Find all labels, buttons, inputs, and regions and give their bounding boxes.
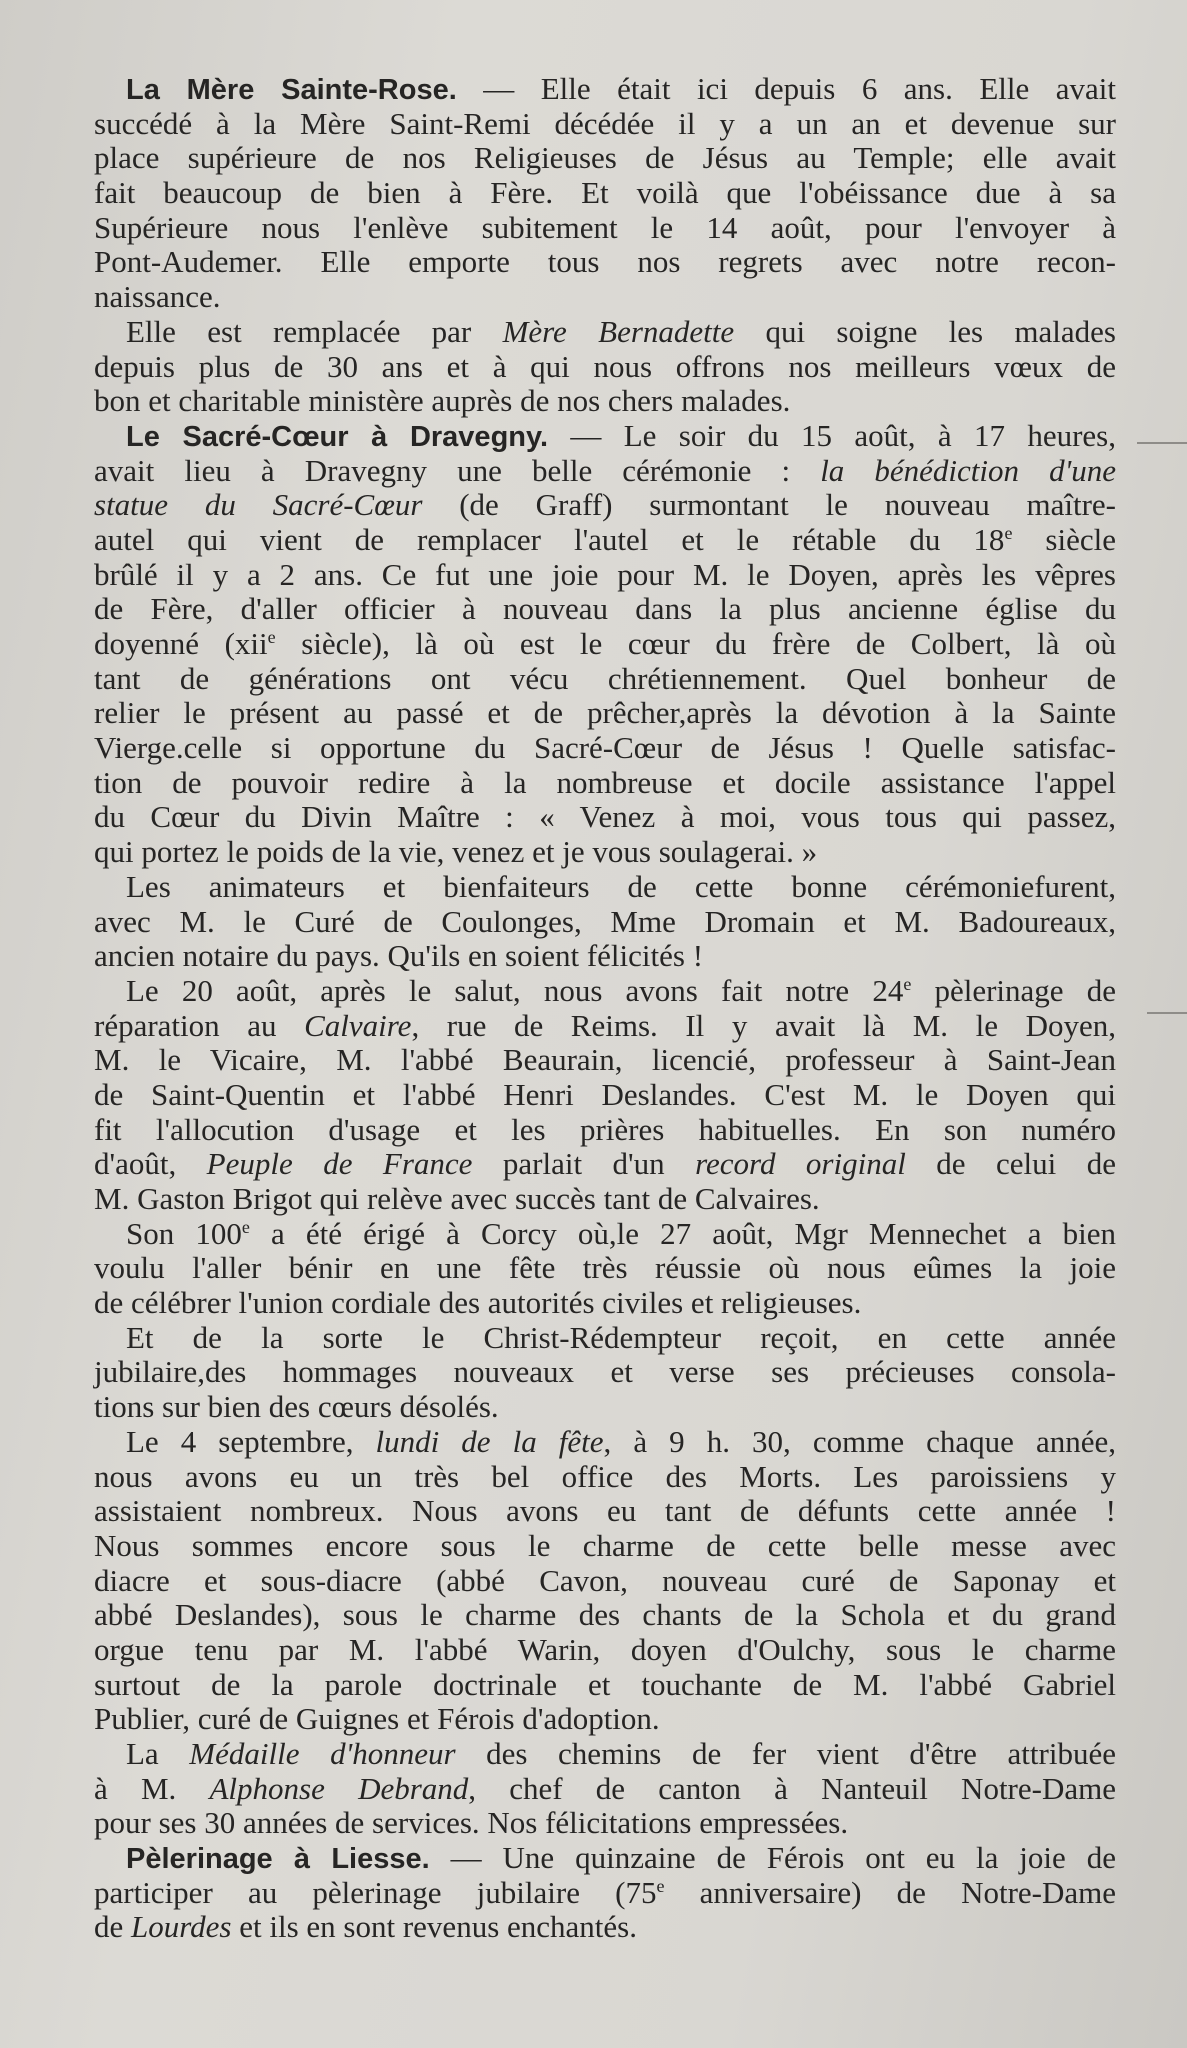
section-heading: Pèlerinage à Liesse. bbox=[126, 1843, 430, 1876]
text-segment: Les animateurs et bienfaiteurs de cette bonne cérémoniefurent, bbox=[126, 868, 1116, 904]
text-line bbox=[94, 731, 1116, 766]
superscript: e bbox=[241, 1216, 250, 1237]
text-segment: pèlerinage de bbox=[911, 972, 1116, 1008]
text-segment: siècle bbox=[1012, 521, 1116, 557]
text-line bbox=[94, 1841, 1116, 1876]
page-edge-mark bbox=[1137, 442, 1187, 444]
section-heading: La Mère Sainte-Rose. bbox=[126, 74, 457, 106]
text-line bbox=[94, 1910, 1116, 1945]
text-segment: participer au pèlerinage jubilaire (75 bbox=[94, 1874, 657, 1910]
text-segment: de bbox=[94, 1909, 132, 1945]
text-segment: avait lieu à Dravegny une belle cérémonie : bbox=[94, 452, 821, 488]
text-segment: anniversaire) de Notre-Dame bbox=[664, 1874, 1116, 1910]
text-segment: Le 20 août, après le salut, nous avons fait notre 24 bbox=[126, 972, 904, 1008]
text-line bbox=[94, 211, 1116, 246]
text-line bbox=[94, 1806, 1116, 1841]
text-segment: (de Graff) surmontant le nouveau maître- bbox=[422, 487, 1117, 523]
text-line bbox=[94, 766, 1116, 801]
text-line bbox=[94, 1009, 1116, 1044]
text-segment: bon et charitable ministère auprès de nos chers malades. bbox=[94, 383, 791, 419]
text-line bbox=[94, 696, 1116, 731]
text-line bbox=[94, 905, 1116, 940]
text-segment: tions sur bien des cœurs désolés. bbox=[94, 1389, 499, 1425]
text-segment: à M. bbox=[94, 1770, 210, 1806]
text-segment: a été érigé à Corcy où,le 27 août, Mgr Mennechet a bien bbox=[249, 1215, 1116, 1251]
page-edge-mark bbox=[1147, 1012, 1187, 1014]
text-line bbox=[94, 1529, 1116, 1564]
text-line bbox=[94, 1321, 1116, 1356]
text-segment: Elle est remplacée par bbox=[126, 313, 503, 349]
text-segment: Pont-Audemer. Elle emporte tous nos regrets avec notre recon- bbox=[94, 244, 1116, 280]
paragraph bbox=[94, 1425, 1116, 1737]
text-line bbox=[94, 1668, 1116, 1703]
text-line bbox=[94, 1425, 1116, 1460]
text-line bbox=[94, 662, 1116, 697]
text-segment: de Saint-Quentin et l'abbé Henri Deslandes. C'est M. le Doyen qui bbox=[94, 1076, 1116, 1112]
text-line bbox=[94, 176, 1116, 211]
text-line bbox=[94, 245, 1116, 280]
text-line bbox=[94, 141, 1116, 176]
text-segment: de Fère, d'aller officier à nouveau dans la plus ancienne église du bbox=[94, 591, 1116, 627]
superscript: e bbox=[267, 627, 276, 647]
text-line bbox=[94, 1633, 1116, 1668]
paragraph bbox=[94, 1737, 1116, 1841]
text-segment: M. le Vicaire, M. l'abbé Beaurain, licencié, professeur à Saint-Jean bbox=[94, 1042, 1116, 1078]
text-line bbox=[94, 974, 1116, 1009]
italic-text: record original bbox=[695, 1146, 906, 1182]
text-segment: autel qui vient de remplacer l'autel et le rétable du 18 bbox=[94, 521, 1005, 557]
text-segment: Son 100 bbox=[126, 1215, 242, 1251]
text-line bbox=[94, 1494, 1116, 1529]
text-segment: d'août, bbox=[94, 1146, 207, 1182]
text-line bbox=[94, 592, 1116, 627]
text-line bbox=[94, 419, 1116, 454]
italic-text: lundi de la fête bbox=[375, 1423, 604, 1459]
text-segment: qui soigne les malades bbox=[734, 313, 1116, 349]
text-segment: doyenné (xii bbox=[94, 626, 268, 661]
text-segment: Supérieure nous l'enlève subitement le 14 août, pour l'envoyer à bbox=[94, 209, 1116, 245]
paragraph bbox=[94, 1841, 1116, 1945]
superscript: e bbox=[1004, 522, 1013, 543]
text-line bbox=[94, 280, 1116, 315]
text-segment: orgue tenu par M. l'abbé Warin, doyen d'Oulchy, sous le charme bbox=[94, 1631, 1116, 1667]
text-line bbox=[94, 350, 1116, 385]
text-line bbox=[94, 315, 1116, 350]
text-line bbox=[94, 488, 1116, 523]
text-line bbox=[94, 384, 1116, 419]
text-line bbox=[94, 1147, 1116, 1182]
paragraph bbox=[94, 72, 1116, 315]
text-segment: nous avons eu un très bel office des Morts. Les paroissiens y bbox=[94, 1458, 1116, 1494]
text-segment: pour ses 30 années de services. Nos félicitations empressées. bbox=[94, 1805, 849, 1841]
text-segment: parlait d'un bbox=[472, 1146, 696, 1182]
text-segment: tion de pouvoir redire à la nombreuse et docile assistance l'appel bbox=[94, 764, 1116, 800]
text-line bbox=[94, 107, 1116, 142]
text-segment: de célébrer l'union cordiale des autorités civiles et religieuses. bbox=[94, 1285, 862, 1321]
paragraph bbox=[94, 1321, 1116, 1425]
paragraph bbox=[94, 1217, 1116, 1321]
text-segment: , à 9 h. 30, comme chaque année, bbox=[603, 1423, 1116, 1459]
text-segment: du Cœur du Divin Maître : « Venez à moi, vous tous qui passez, bbox=[94, 799, 1116, 835]
superscript: e bbox=[656, 1875, 665, 1896]
text-segment: — Une quinzaine de Férois ont eu la joie de bbox=[429, 1840, 1116, 1876]
text-segment: surtout de la parole doctrinale et touchante de M. l'abbé Gabriel bbox=[94, 1666, 1116, 1702]
text-line bbox=[94, 1355, 1116, 1390]
text-line bbox=[94, 1460, 1116, 1495]
text-line bbox=[94, 1702, 1116, 1737]
italic-text: Calvaire bbox=[304, 1007, 412, 1043]
text-segment: et ils en sont revenus enchantés. bbox=[231, 1909, 637, 1945]
italic-text: Peuple de France bbox=[206, 1146, 473, 1182]
text-line bbox=[94, 558, 1116, 593]
paragraph bbox=[94, 974, 1116, 1217]
text-line bbox=[94, 627, 1116, 662]
text-segment: , rue de Reims. Il y avait là M. le Doyen, bbox=[411, 1007, 1116, 1043]
text-line bbox=[94, 1043, 1116, 1078]
text-line bbox=[94, 1217, 1116, 1252]
text-segment: voulu l'aller bénir en une fête très réussie où nous eûmes la joie bbox=[94, 1250, 1116, 1286]
text-segment: relier le présent au passé et de prêcher,après la dévotion à la Sainte bbox=[94, 695, 1116, 731]
text-segment: assistaient nombreux. Nous avons eu tant de défunts cette année ! bbox=[94, 1493, 1116, 1529]
text-line bbox=[94, 523, 1116, 558]
text-segment: place supérieure de nos Religieuses de Jésus au Temple; elle avait bbox=[94, 140, 1116, 176]
text-segment: Vierge.celle si opportune du Sacré-Cœur de Jésus ! Quelle satisfac- bbox=[94, 730, 1116, 766]
text-segment: Publier, curé de Guignes et Férois d'adoption. bbox=[94, 1701, 660, 1737]
text-line bbox=[94, 1772, 1116, 1807]
text-segment: diacre et sous-diacre (abbé Cavon, nouveau curé de Saponay et bbox=[94, 1562, 1116, 1598]
text-segment: brûlé il y a 2 ans. Ce fut une joie pour M. le Doyen, après les vêpres bbox=[94, 556, 1116, 592]
text-segment: siècle), là où est le cœur du frère de Colbert, là où bbox=[275, 626, 1116, 661]
italic-text: Alphonse Debrand bbox=[209, 1770, 469, 1806]
text-line bbox=[94, 1876, 1116, 1911]
text-segment: Et de la sorte le Christ-Rédempteur reçoit, en cette année bbox=[126, 1319, 1116, 1355]
text-segment: naissance. bbox=[94, 279, 221, 315]
italic-text: Lourdes bbox=[131, 1909, 232, 1945]
italic-text: statue du Sacré-Cœur bbox=[94, 487, 423, 523]
text-line bbox=[94, 1078, 1116, 1113]
text-line bbox=[94, 454, 1116, 489]
text-segment: avec M. le Curé de Coulonges, Mme Dromain et M. Badoureaux, bbox=[94, 903, 1116, 939]
text-line bbox=[94, 1251, 1116, 1286]
text-line bbox=[94, 1737, 1116, 1772]
text-segment: tant de générations ont vécu chrétiennement. Quel bonheur de bbox=[94, 660, 1116, 696]
text-segment: , chef de canton à Nanteuil Notre-Dame bbox=[468, 1770, 1116, 1806]
paragraph bbox=[94, 870, 1116, 974]
text-line bbox=[94, 939, 1116, 974]
text-segment: — Le soir du 15 août, à 17 heures, bbox=[548, 417, 1116, 453]
text-segment: depuis plus de 30 ans et à qui nous offrons nos meilleurs vœux de bbox=[94, 348, 1116, 384]
text-line bbox=[94, 1182, 1116, 1217]
text-line bbox=[94, 1598, 1116, 1633]
text-segment: fait beaucoup de bien à Fère. Et voilà que l'obéissance due à sa bbox=[94, 175, 1116, 211]
section-heading: Le Sacré-Cœur à Dravegny. bbox=[126, 420, 549, 453]
text-segment: ancien notaire du pays. Qu'ils en soient félicités ! bbox=[94, 938, 704, 974]
paragraph bbox=[94, 419, 1116, 870]
italic-text: Mère Bernadette bbox=[502, 313, 735, 349]
text-segment: jubilaire,des hommages nouveaux et verse ses précieuses consola- bbox=[94, 1354, 1116, 1390]
text-segment: réparation au bbox=[94, 1007, 305, 1043]
text-line bbox=[94, 870, 1116, 905]
text-line bbox=[94, 1286, 1116, 1321]
italic-text: Médaille d'honneur bbox=[189, 1736, 456, 1771]
document-page bbox=[94, 72, 1116, 1945]
text-segment: Nous sommes encore sous le charme de cette belle messe avec bbox=[94, 1527, 1116, 1563]
text-segment: Le 4 septembre, bbox=[126, 1423, 376, 1459]
paragraph bbox=[94, 315, 1116, 419]
text-segment: fit l'allocution d'usage et les prières habituelles. En son numéro bbox=[94, 1111, 1116, 1147]
text-segment: La bbox=[126, 1736, 190, 1771]
text-segment: qui portez le poids de la vie, venez et je vous soulagerai. » bbox=[94, 834, 818, 870]
text-segment: de celui de bbox=[905, 1146, 1116, 1182]
superscript: e bbox=[903, 973, 912, 994]
text-segment: M. Gaston Brigot qui relève avec succès tant de Calvaires. bbox=[94, 1181, 820, 1216]
text-segment: abbé Deslandes), sous le charme des chants de la Schola et du grand bbox=[94, 1597, 1116, 1633]
text-line bbox=[94, 800, 1116, 835]
text-segment: des chemins de fer vient d'être attribuée bbox=[455, 1736, 1116, 1771]
text-line bbox=[94, 835, 1116, 870]
text-line bbox=[94, 72, 1116, 107]
text-segment: — Elle était ici depuis 6 ans. Elle avait bbox=[456, 71, 1116, 106]
text-line bbox=[94, 1564, 1116, 1599]
italic-text: la bénédiction d'une bbox=[820, 452, 1116, 488]
text-segment: succédé à la Mère Saint-Remi décédée il y a un an et devenue sur bbox=[94, 105, 1116, 141]
text-line bbox=[94, 1113, 1116, 1148]
text-line bbox=[94, 1390, 1116, 1425]
